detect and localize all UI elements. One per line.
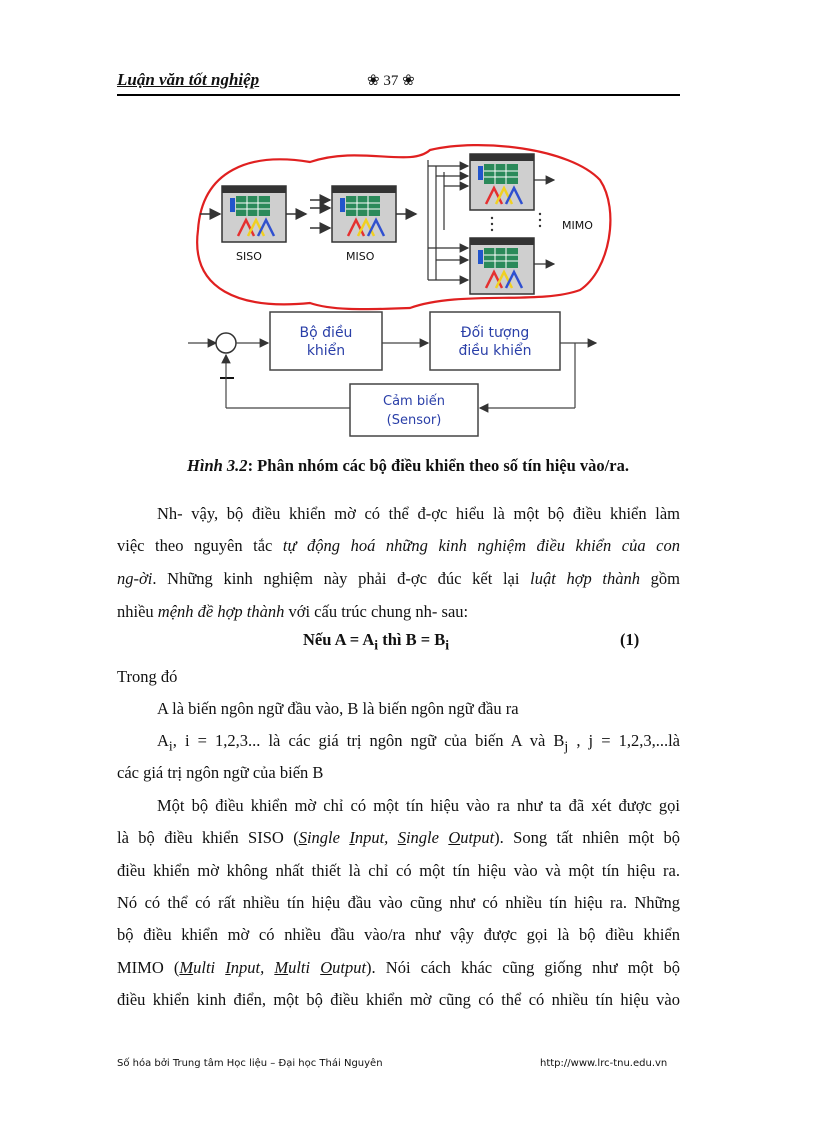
sensor-label-1: Cảm biến [383, 394, 445, 409]
figure-caption [0, 456, 816, 476]
sensor-block [350, 384, 478, 436]
footer-right: http://www.lrc-tnu.edu.vn [540, 1058, 668, 1069]
controller-block [270, 312, 382, 370]
para2-line7: điều khiển kinh điển, một bộ điều khiển mờ cũng có thể có nhiều tín hiệu vào [117, 990, 680, 1009]
miso-label: MISO [346, 250, 375, 263]
caption-label: Hình 3.2 [187, 456, 248, 475]
header-rule [117, 94, 680, 96]
definition-item-1: A là biến ngôn ngữ đầu vào, B là biến ngôn ngữ đầu ra [157, 699, 519, 718]
caption-text: : Phân nhóm các bộ điều khiển theo số tín hiệu vào/ra. [247, 456, 629, 475]
mimo-block-bottom [470, 238, 534, 294]
para2-line3: điều khiển mờ không nhất thiết là chỉ có một tín hiệu vào và một tín hiệu ra. [117, 861, 680, 880]
miso-block [332, 186, 396, 242]
para1-line2: việc theo nguyên tắc tự động hoá những kinh nghiệm điều khiển của con [117, 536, 680, 555]
page-header [117, 70, 680, 92]
page-number: ❀ 37 ❀ [367, 73, 415, 89]
para2-line6: MIMO (Multi Input, Multi Output). Nói cách khác cũng giống như một bộ [117, 958, 680, 977]
para2-line4: Nó có thể có rất nhiều tín hiệu đầu vào cũng như có nhiều tín hiệu ra. Những [117, 893, 680, 912]
controller-label-1: Bộ điều [299, 325, 353, 341]
plant-label-2: điều khiển [458, 343, 532, 359]
definition-item-2: $A_i$, i = 1,2,3... là các giá trị ngôn ngữ của biến A và $B_j$ , j = 1,2,3,...là [157, 731, 680, 754]
para2-line2: là bộ điều khiển SISO (Single Input, Single Output). Song tất nhiên một bộ [117, 828, 680, 847]
header-title: Luận văn tốt nghiệp [117, 70, 260, 89]
plant-block [430, 312, 560, 370]
para2-line5: bộ điều khiển mờ có nhiều đầu vào/ra như vậy được gọi là bộ điều khiển [117, 925, 680, 944]
mimo-block-top [470, 154, 534, 210]
formula [117, 630, 680, 658]
para1-line4: nhiều mệnh đề hợp thành với cấu trúc chung nh- sau: [117, 602, 469, 621]
mimo-label: MIMO [562, 219, 593, 232]
para1-line3: ng-ời. Những kinh nghiệm này phải đ-ợc đúc kết lại luật hợp thành gồm [117, 569, 680, 588]
controller-label-2: khiển [306, 343, 346, 359]
sensor-label-2: (Sensor) [386, 413, 442, 428]
summing-junction [216, 333, 236, 353]
siso-label: SISO [236, 250, 262, 263]
definition-item-2-cont: các giá trị ngôn ngữ của biến B [117, 763, 324, 782]
formula-number: (1) [620, 630, 640, 649]
para1-line1: Nh- vậy, bộ điều khiển mờ có thể đ-ợc hiểu là một bộ điều khiển làm [157, 504, 680, 523]
footer-left: Số hóa bởi Trung tâm Học liệu – Đại học Thái Nguyên [117, 1058, 383, 1069]
figure-diagram [160, 140, 660, 440]
formula-expression: Nếu $A = A_i$ thì $B = B_i$ [303, 630, 450, 653]
para2-line1: Một bộ điều khiển mờ chỉ có một tín hiệu vào ra như ta đã xét được gọi [157, 796, 680, 815]
trong-do: Trong đó [117, 667, 178, 686]
plant-label-1: Đối tượng [460, 325, 530, 341]
siso-block [222, 186, 286, 242]
